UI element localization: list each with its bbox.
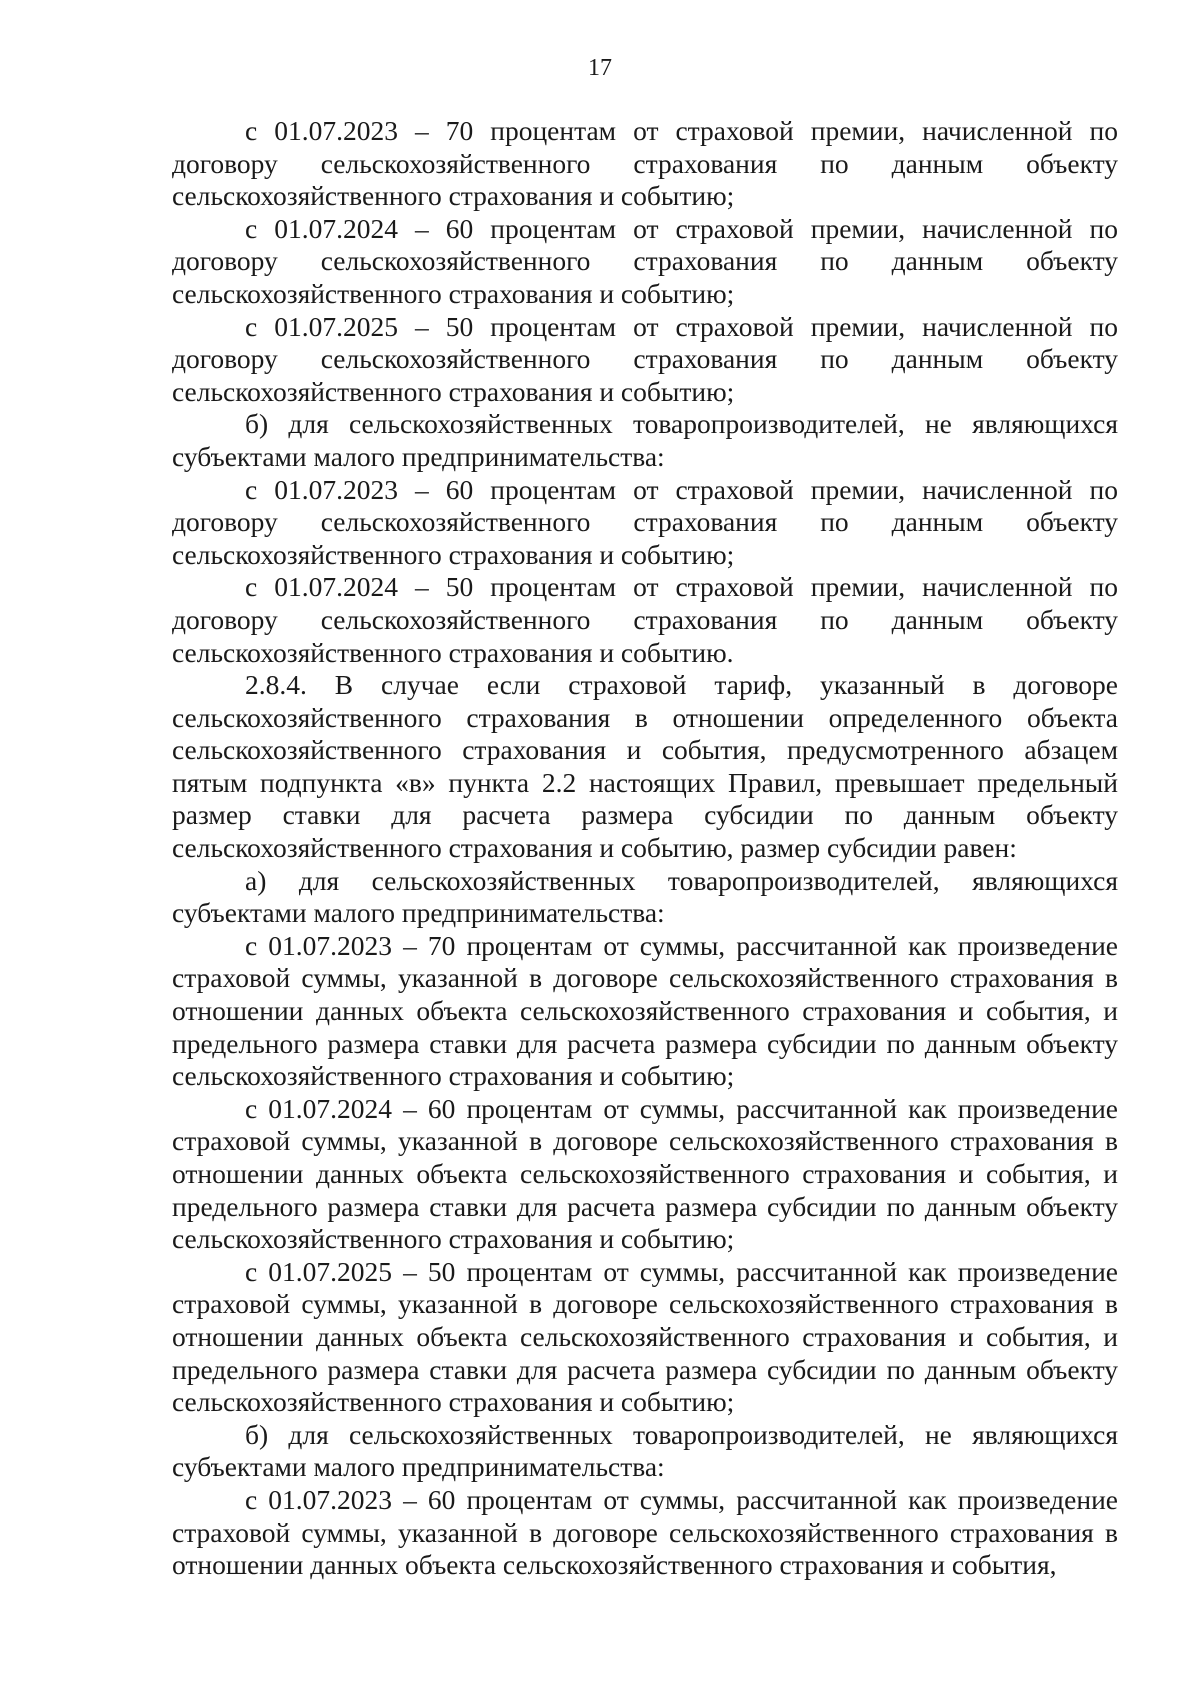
paragraph-item-a-small: а) для сельскохозяйственных товаропроизводителей, являющихся субъектами малого предпринимательства: bbox=[172, 864, 1118, 929]
paragraph-item-b-not-small-2: б) для сельскохозяйственных товаропроизводителей, не являющихся субъектами малого предпринимательства: bbox=[172, 1418, 1118, 1483]
paragraph-subsidy-2025-premium-small: с 01.07.2025 – 50 процентам от страховой премии, начисленной по договору сельскохозяйственного страхования по данным объекту сельскохозяйственного страхования и событию; bbox=[172, 310, 1118, 407]
document-body bbox=[172, 115, 1118, 1582]
page-number: 17 bbox=[588, 55, 612, 81]
paragraph-subsidy-2023-premium-large: с 01.07.2023 – 60 процентам от страховой премии, начисленной по договору сельскохозяйственного страхования по данным объекту сельскохозяйственного страхования и событию; bbox=[172, 473, 1118, 570]
paragraph-subsidy-2023-sum-small: с 01.07.2023 – 70 процентам от суммы, рассчитанной как произведение страховой суммы, указанной в договоре сельскохозяйственного страхования в отношении данных объекта сельскохозяйственного страхования и события, и предельного размера ставки для расчета размера субсидии по данным объекту сельскохозяйственного страхования и событию; bbox=[172, 929, 1118, 1092]
paragraph-subsidy-2025-sum-small: с 01.07.2025 – 50 процентам от суммы, рассчитанной как произведение страховой суммы, указанной в договоре сельскохозяйственного страхования в отношении данных объекта сельскохозяйственного страхования и события, и предельного размера ставки для расчета размера субсидии по данным объекту сельскохозяйственного страхования и событию; bbox=[172, 1255, 1118, 1418]
paragraph-subsidy-2024-premium-small: с 01.07.2024 – 60 процентам от страховой премии, начисленной по договору сельскохозяйственного страхования по данным объекту сельскохозяйственного страхования и событию; bbox=[172, 212, 1118, 309]
paragraph-subsidy-2023-premium-small: с 01.07.2023 – 70 процентам от страховой премии, начисленной по договору сельскохозяйственного страхования по данным объекту сельскохозяйственного страхования и событию; bbox=[172, 115, 1118, 212]
paragraph-subsidy-2024-premium-large: с 01.07.2024 – 50 процентам от страховой премии, начисленной по договору сельскохозяйственного страхования по данным объекту сельскохозяйственного страхования и событию. bbox=[172, 571, 1118, 668]
paragraph-item-b-not-small: б) для сельскохозяйственных товаропроизводителей, не являющихся субъектами малого предпринимательства: bbox=[172, 408, 1118, 472]
paragraph-clause-2-8-4: 2.8.4. В случае если страховой тариф, указанный в договоре сельскохозяйственного страхования в отношении определенного объекта сельскохозяйственного страхования и события, предусмотренного абзацем пятым подпункта «в» пункта 2.2 настоящих Правил, превышает предельный размер ставки для расчета размера субсидии по данным объекту сельскохозяйственного страхования и событию, размер субсидии равен: bbox=[172, 669, 1118, 864]
paragraph-subsidy-2023-sum-large: с 01.07.2023 – 60 процентам от суммы, рассчитанной как произведение страховой суммы, указанной в договоре сельскохозяйственного страхования в отношении данных объекта сельскохозяйственного страхования и события, bbox=[172, 1483, 1118, 1581]
paragraph-subsidy-2024-sum-small: с 01.07.2024 – 60 процентам от суммы, рассчитанной как произведение страховой суммы, указанной в договоре сельскохозяйственного страхования в отношении данных объекта сельскохозяйственного страхования и события, и предельного размера ставки для расчета размера субсидии по данным объекту сельскохозяйственного страхования и событию; bbox=[172, 1092, 1118, 1255]
